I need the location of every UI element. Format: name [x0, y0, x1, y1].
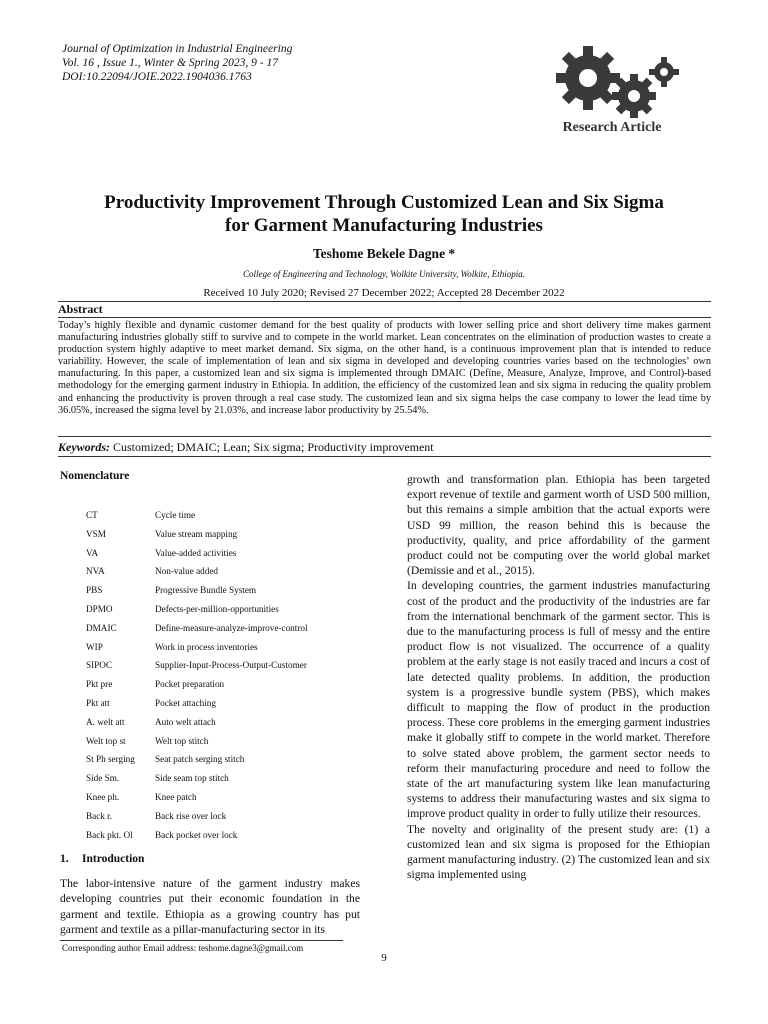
- rule-keywords-top: [58, 436, 711, 437]
- section-number: 1.: [60, 853, 69, 865]
- page-number: 9: [381, 952, 387, 964]
- introduction-heading: [60, 853, 144, 865]
- nomenclature-definition: Auto welt attach: [155, 716, 216, 727]
- nomenclature-definition: Work in process inventories: [155, 641, 258, 652]
- nomenclature-abbr: SIPOC: [86, 660, 113, 671]
- paragraph-novelty: The novelty and originality of the present study are: (1) a customized lean and six sigma is proposed for the Ethiopian garment manufacturing industry. (2) The customized lean and six sigma implemented using: [407, 822, 710, 882]
- nomenclature-abbr: Side Sm.: [86, 773, 120, 784]
- rule-top: [58, 301, 711, 302]
- rule-keywords-bottom: [58, 456, 711, 457]
- research-article-label: Research Article: [562, 120, 662, 135]
- abstract-text: Today’s highly flexible and dynamic customer demand for the best quality of products with lower selling price and short delivery time makes garment manufacturing industries globally stiff to survive and to compete in the world market. Lean concentrates on the elimination of production wastes to create a production system highly adaptive to meet market demand. Six sigma, on the other hand, is a continuous improvement plan that is intended to reduce variability. However, the scale of implementation of lean and six sigma in developed and developing countries varies based on the technologies’ own manufacturing. In this paper, a customized lean and six sigma is implemented through DMAIC (Define, Measure, Analyze, Improve, and Control)-based methodology for the emerging garment industry in Ethiopia. In addition, the efficiency of the customized lean and six sigma in reducing the quality problem and enhancing the productivity is proven through a real case study. The customized lean and six sigma helps the case company to lower the lead time by 36.05%, increased the sigma level by 21.03%, and increase labor productivity by 25.54%.: [58, 320, 711, 416]
- nomenclature-abbr: Pkt att: [86, 698, 110, 708]
- footnote: Corresponding author Email address: teshome.dagne3@gmail.com: [62, 943, 304, 953]
- journal-header: [62, 42, 292, 84]
- keywords-label: Keywords:: [58, 440, 110, 454]
- section-title: Introduction: [82, 853, 145, 865]
- nomenclature-abbr: DPMO: [86, 604, 113, 614]
- nomenclature-abbr: CT: [86, 510, 98, 520]
- paper-title: [40, 191, 728, 237]
- nomenclature-abbr: Back pkt. Ol: [86, 829, 133, 840]
- nomenclature-definition: Cycle time: [155, 510, 196, 520]
- author-affiliation: College of Engineering and Technology, Wolkite University, Wolkite, Ethiopia.: [243, 269, 525, 279]
- nomenclature-abbr: WIP: [86, 641, 103, 652]
- author-name: Teshome Bekele Dagne *: [312, 246, 456, 261]
- nomenclature-definition: Value stream mapping: [155, 528, 238, 539]
- nomenclature-definition: Non-value added: [155, 566, 219, 577]
- title-line-2: for Garment Manufacturing Industries: [225, 215, 543, 236]
- keywords: [58, 440, 434, 455]
- nomenclature-definition: Supplier-Input-Process-Output-Customer: [155, 660, 307, 671]
- title-line-1: Productivity Improvement Through Customized Lean and Six Sigma: [104, 192, 664, 213]
- nomenclature-abbr: Back r.: [86, 810, 113, 821]
- footnote-rule: [60, 940, 343, 941]
- research-article-gears-icon: [530, 38, 695, 138]
- submission-dates: Received 10 July 2020; Revised 27 December 2022; Accepted 28 December 2022: [203, 287, 565, 299]
- nomenclature-abbr: Pkt pre: [86, 679, 113, 690]
- nomenclature-definition: Define-measure-analyze-improve-control: [155, 622, 308, 633]
- nomenclature-definition: Value-added activities: [155, 547, 237, 558]
- journal-volume: Vol. 16 , Issue 1., Winter & Spring 2023, 9 - 17: [62, 57, 278, 69]
- nomenclature-abbr: VSM: [86, 528, 106, 539]
- right-column-text: [407, 472, 710, 882]
- nomenclature-definition: Back rise over lock: [155, 810, 227, 821]
- paragraph-developing: In developing countries, the garment industries manufacturing cost of the product and the productivity of the industries are far from the international benchmark of the garment sector. This is due to the manufacturing process is full of messy and the entire product flow is not visualized. The occurrence of a quality problem at the early stage is not easily traced and incurs a cost of late detected quality problems. In addition, the production system is a progressive bundle system (PBS), which makes difficult to mapping the flow of product in the production process. These core problems in the emerging garment industries make it globally stiff to compete in the world market. Therefore to solve stated above problem, the garment sector needs to reform their manufacturing procedure and need to follow the state of the art manufacturing system like lean manufacturing systems to address their manufacturing wastes and six sigma to improve product quality in order to fully utilize their resources.: [407, 579, 710, 821]
- rule-abstract: [58, 317, 711, 318]
- abstract-heading: Abstract: [58, 302, 103, 316]
- nomenclature-heading: Nomenclature: [60, 470, 130, 482]
- introduction-text: The labor-intensive nature of the garment industry makes developing countries put their economic foundation in the garment and textile. Ethiopia as a growing country has put garment and textile as a pillar-manufacturing sector in its: [60, 877, 360, 937]
- nomenclature-definition: Seat patch serging stitch: [155, 754, 245, 765]
- journal-doi: DOI:10.22094/JOIE.2022.1904036.1763: [62, 71, 252, 83]
- nomenclature-abbr: A. welt att: [86, 716, 125, 727]
- paragraph-growth: growth and transformation plan. Ethiopia has been targeted export revenue of textile and garment worth of USD 500 million, but this remains a simple ambition that the actual exports were USD 99 million, the reason behind this is because the productivity, quality, and price affordability of the garment product could not be computing over the world global market (Demissie and et al., 2015).: [407, 473, 710, 578]
- nomenclature-abbr: Welt top st: [86, 735, 126, 746]
- nomenclature-definition: Back pocket over lock: [155, 829, 238, 840]
- keywords-list: Customized; DMAIC; Lean; Six sigma; Productivity improvement: [110, 440, 434, 454]
- nomenclature-definition: Pocket preparation: [155, 679, 225, 690]
- nomenclature-abbr: DMAIC: [86, 622, 117, 633]
- nomenclature-definition: Progressive Bundle System: [155, 585, 257, 596]
- nomenclature-definition: Side seam top stitch: [155, 773, 229, 784]
- journal-name: Journal of Optimization in Industrial Engineering: [62, 43, 293, 55]
- nomenclature-abbr: Knee ph.: [86, 792, 120, 802]
- nomenclature-abbr: PBS: [86, 585, 103, 596]
- nomenclature-definition: Knee patch: [155, 792, 197, 802]
- nomenclature-definition: Pocket attaching: [155, 698, 216, 708]
- nomenclature-definition: Defects-per-million-opportunities: [155, 604, 279, 614]
- nomenclature-abbr: VA: [86, 547, 99, 558]
- nomenclature-definition: Welt top stitch: [155, 735, 209, 746]
- nomenclature-abbr: St Ph serging: [86, 754, 135, 765]
- nomenclature-abbr: NVA: [86, 566, 105, 577]
